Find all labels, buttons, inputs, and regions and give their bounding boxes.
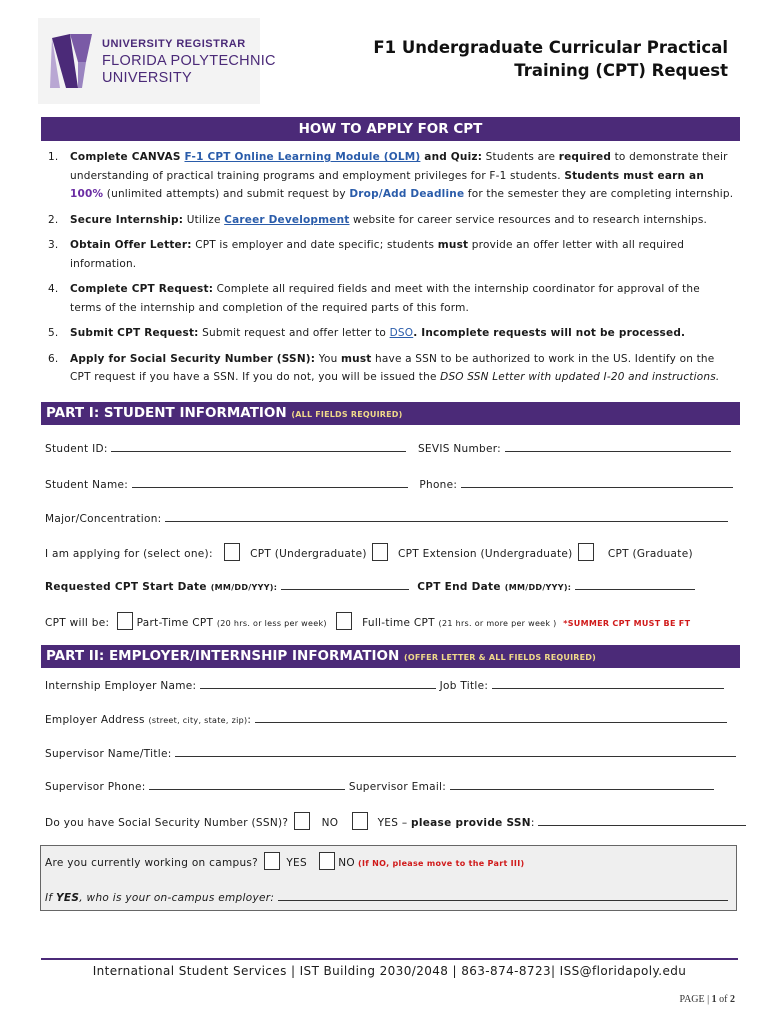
supervisor-contact-row: Supervisor Phone: Supervisor Email: xyxy=(45,779,714,793)
major-field[interactable] xyxy=(165,511,728,522)
title-line2: Training (CPT) Request xyxy=(514,61,728,80)
how-to-apply-heading: HOW TO APPLY FOR CPT xyxy=(41,117,740,141)
full-time-checkbox[interactable] xyxy=(336,612,352,630)
part2-heading: PART II: EMPLOYER/INTERNSHIP INFORMATION (OFFER LETTER & ALL FIELDS REQUIRED) xyxy=(41,645,740,668)
employer-row: Internship Employer Name: Job Title: xyxy=(45,678,724,692)
applying-row: I am applying for (select one): CPT (Undergraduate) CPT Extension (Undergraduate) CPT (Graduate) xyxy=(45,543,693,561)
logo-text xyxy=(102,38,276,87)
logo-registrar: UNIVERSITY REGISTRAR xyxy=(102,38,246,50)
title-line1: F1 Undergraduate Curricular Practical xyxy=(373,38,728,57)
campus-yes-checkbox[interactable] xyxy=(264,852,280,870)
student-id-field[interactable] xyxy=(111,441,406,452)
major-row: Major/Concentration: xyxy=(45,511,728,525)
step-1: 1. Complete CANVAS F-1 CPT Online Learning Module (OLM) and Quiz: Students are required to demonstrate their understanding of practical training programs and employment privileges for F-1 students. Students must earn an 100% (unlimited attempts) and submit request by Drop/Add Deadline for the semester they are completing internship. xyxy=(48,151,734,200)
ssn-no-checkbox[interactable] xyxy=(294,812,310,830)
logo-university-line1: FLORIDA POLYTECHNIC xyxy=(102,53,276,69)
sevis-number-field[interactable] xyxy=(505,441,731,452)
page-number: PAGE | 1 of 2 xyxy=(679,994,735,1005)
campus-employer-row: If YES, who is your on-campus employer: xyxy=(45,890,728,904)
cpt-extension-checkbox[interactable] xyxy=(372,543,388,561)
footer-contact: International Student Services | IST Building 2030/2048 | 863-874-8723| ISS@floridapoly.edu xyxy=(92,964,687,978)
steps-list xyxy=(41,148,734,387)
campus-question-row: Are you currently working on campus? YES NO (If NO, please move to the Part III) xyxy=(45,852,524,870)
campus-no-note: (If NO, please move to the Part III) xyxy=(354,859,525,868)
end-date-field[interactable] xyxy=(575,579,695,590)
how-to-steps-viewport[interactable] xyxy=(41,148,740,400)
career-development-link[interactable]: Career Development xyxy=(224,213,350,226)
step-3: 3. Obtain Offer Letter: CPT is employer and date specific; students must provide an offer letter with all required information. xyxy=(48,239,685,270)
step-6: 6. Apply for Social Security Number (SSN): You must have a SSN to be authorized to work in the US. Identify on the CPT request if you have a SSN. If you do not, you will be issued the DSO SSN Letter with updated I-20 and instructions. xyxy=(48,352,720,383)
cpt-type-row: CPT will be: Part-Time CPT (20 hrs. or less per week) Full-time CPT (21 hrs. or more per week ) *SUMMER CPT MUST BE FT xyxy=(45,612,690,630)
step-2: 2. Secure Internship: Utilize Career Development website for career service resources and to research internships. xyxy=(48,213,708,226)
job-title-field[interactable] xyxy=(492,678,724,689)
part-time-checkbox[interactable] xyxy=(117,612,133,630)
start-date-field[interactable] xyxy=(281,579,409,590)
olm-link[interactable]: F-1 CPT Online Learning Module (OLM) xyxy=(184,151,421,163)
campus-employer-field[interactable] xyxy=(278,890,728,901)
drop-add-deadline: Drop/Add Deadline xyxy=(349,188,465,200)
cpt-graduate-checkbox[interactable] xyxy=(578,543,594,561)
logo-mark-icon xyxy=(48,32,100,90)
supervisor-name-row: Supervisor Name/Title: xyxy=(45,746,736,760)
supervisor-email-field[interactable] xyxy=(450,779,714,790)
employer-name-field[interactable] xyxy=(200,678,436,689)
dates-row: Requested CPT Start Date (MM/DD/YYY): CPT End Date (MM/DD/YYY): xyxy=(45,579,695,593)
summer-cpt-note: *SUMMER CPT MUST BE FT xyxy=(563,619,691,628)
step-4: 4. Complete CPT Request: Complete all required fields and meet with the internship coordinator for approval of the terms of the internship and completion of the required parts of this form. xyxy=(48,283,700,314)
part1-required-note: (ALL FIELDS REQUIRED) xyxy=(291,410,403,419)
student-name-row: Student Name: Phone: xyxy=(45,477,733,491)
cpt-undergraduate-checkbox[interactable] xyxy=(224,543,240,561)
phone-field[interactable] xyxy=(461,477,733,488)
ssn-field[interactable] xyxy=(538,815,746,826)
student-name-field[interactable] xyxy=(132,477,408,488)
student-id-row: Student ID: SEVIS Number: xyxy=(45,441,731,455)
part1-heading: PART I: STUDENT INFORMATION (ALL FIELDS REQUIRED) xyxy=(41,402,740,425)
part2-required-note: (OFFER LETTER & ALL FIELDS REQUIRED) xyxy=(403,653,596,662)
employer-address-row: Employer Address (street, city, state, zip): xyxy=(45,712,727,726)
ssn-yes-checkbox[interactable] xyxy=(352,812,368,830)
supervisor-phone-field[interactable] xyxy=(149,779,345,790)
campus-no-checkbox[interactable] xyxy=(319,852,335,870)
footer-divider xyxy=(41,958,738,960)
dso-link[interactable]: DSO xyxy=(389,327,414,339)
supervisor-name-field[interactable] xyxy=(175,746,736,757)
employer-address-field[interactable] xyxy=(255,712,727,723)
step-5: 5. Submit CPT Request: Submit request and offer letter to DSO. Incomplete requests will not be processed. xyxy=(48,327,686,339)
document-title xyxy=(373,36,728,82)
logo-university-line2: UNIVERSITY xyxy=(102,70,193,86)
ssn-row: Do you have Social Security Number (SSN)? NO YES – please provide SSN: xyxy=(45,812,746,830)
